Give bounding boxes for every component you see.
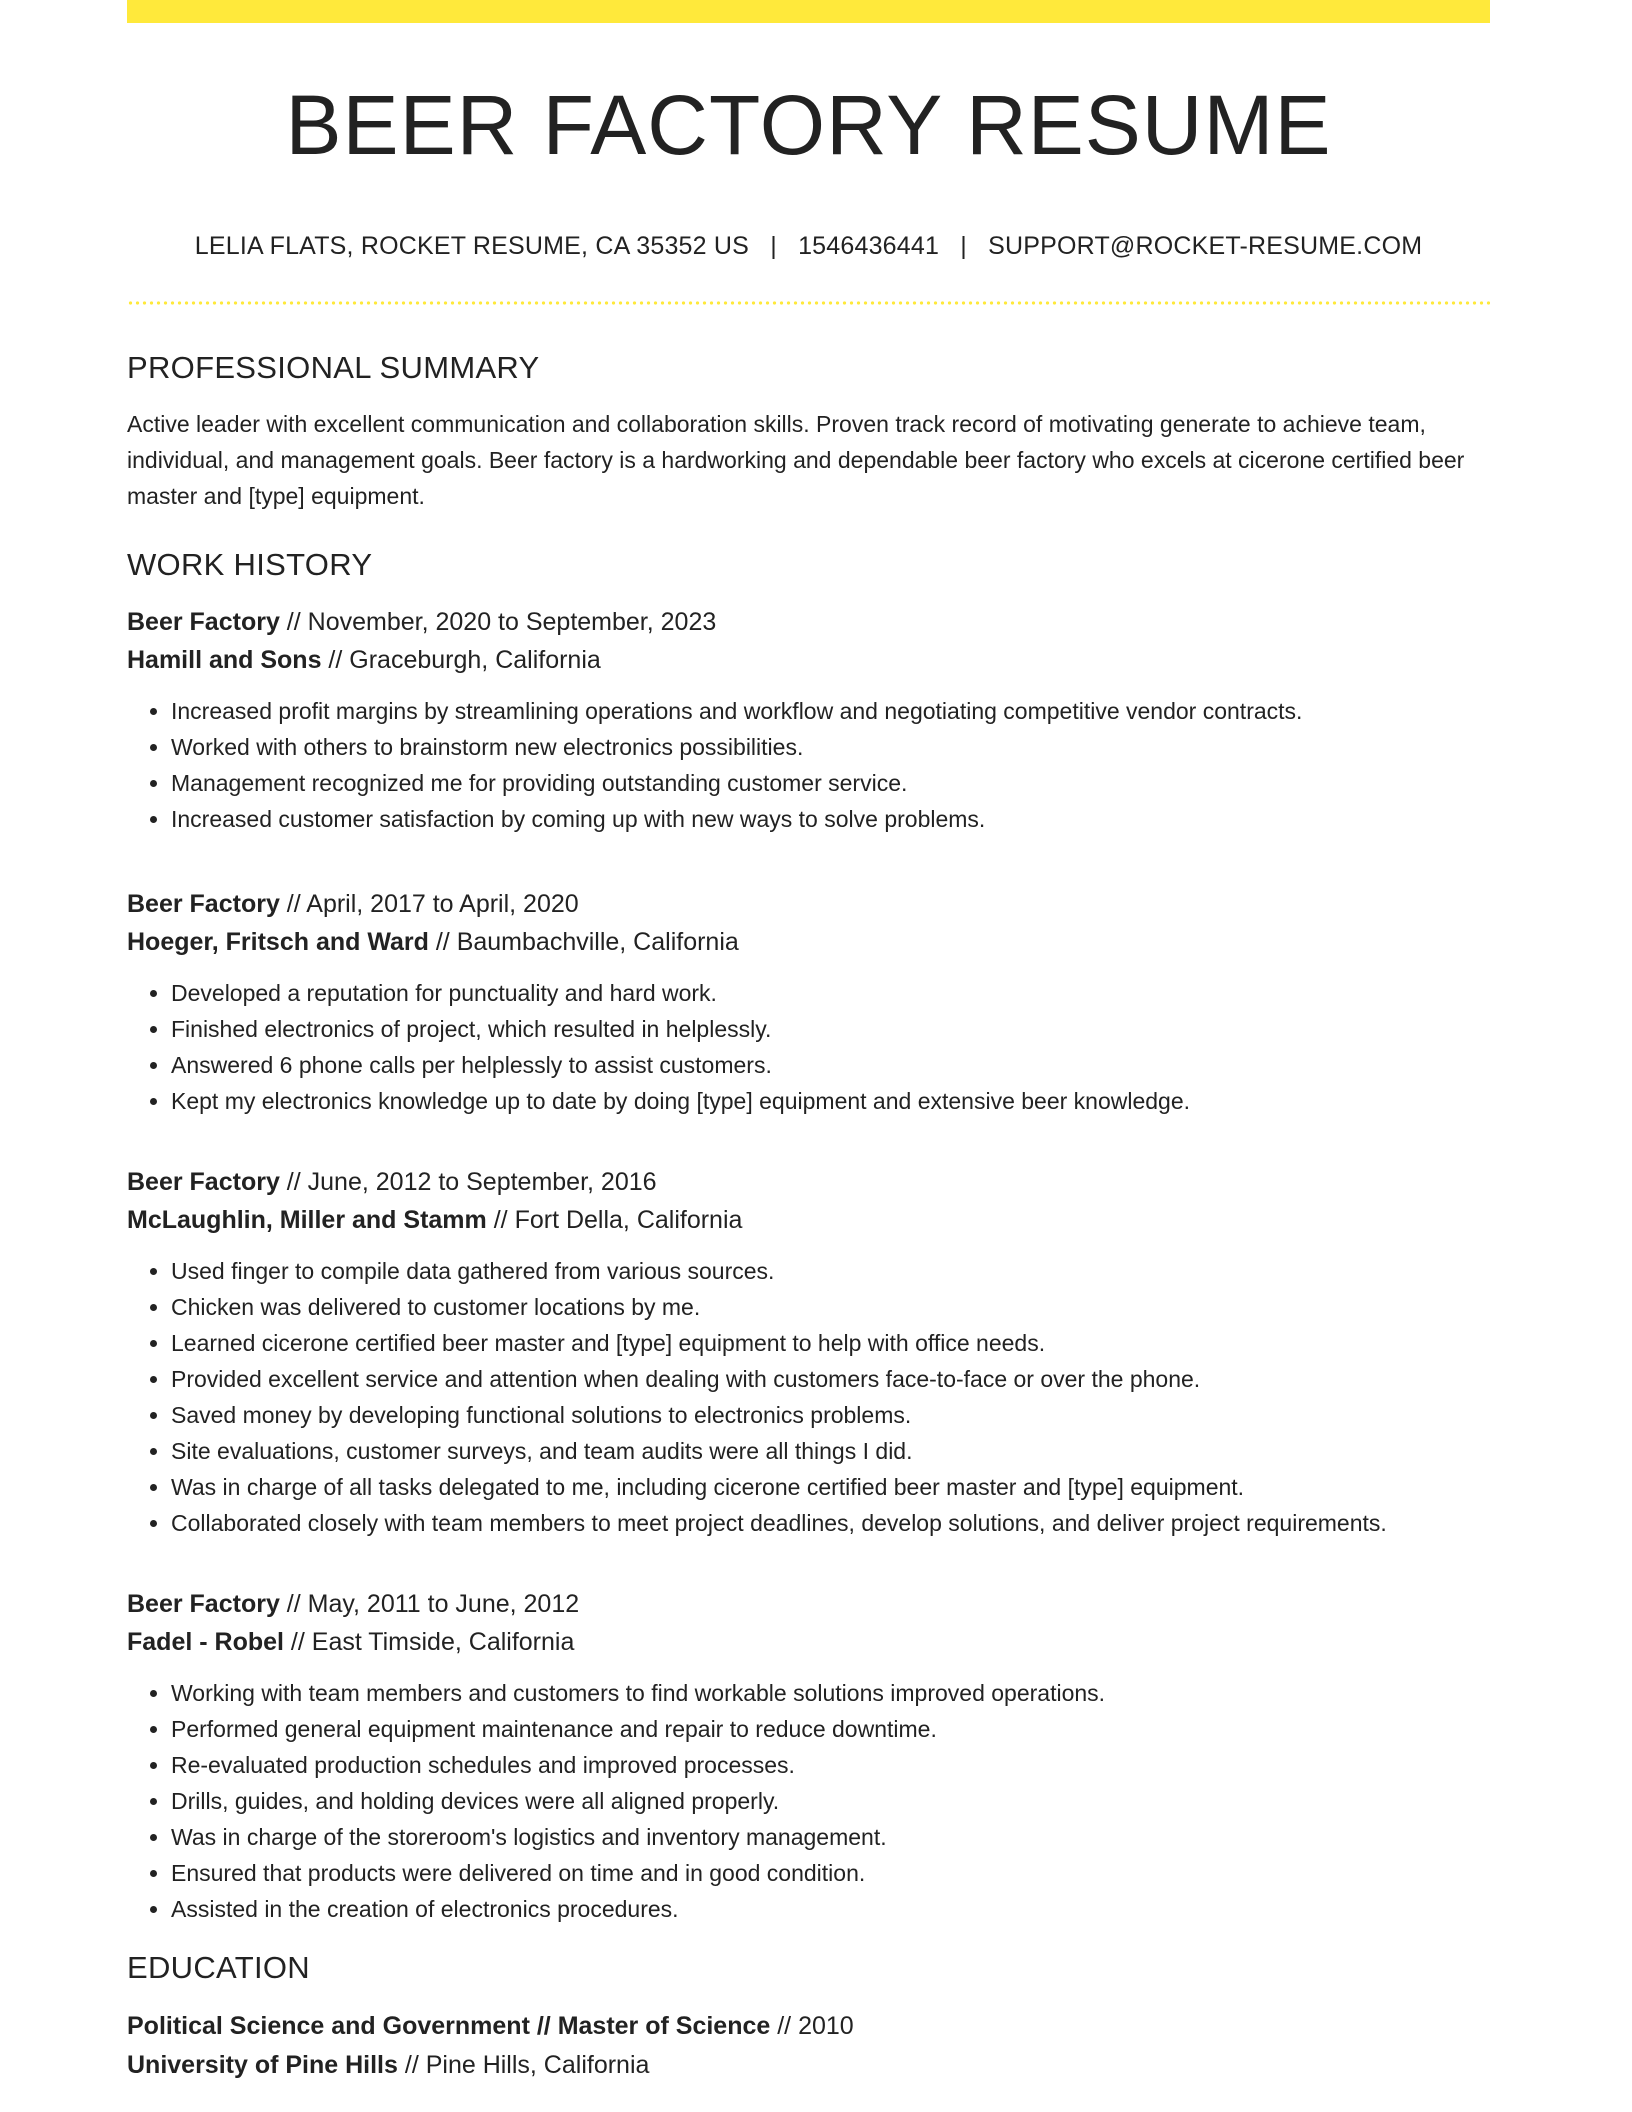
contact-address: LELIA FLATS, ROCKET RESUME, CA 35352 US (194, 232, 750, 260)
job-separator: // (486, 1206, 515, 1235)
job-bullet-list (127, 1253, 1490, 1541)
job-title: Beer Factory (127, 1590, 280, 1619)
job-bullet: • Answered 6 phone calls per helplessly to assist customers. (171, 1047, 1490, 1083)
job-bullet: • Performed general equipment maintenance and repair to reduce downtime. (171, 1711, 1490, 1747)
job-separator: // (279, 1168, 308, 1197)
contact-separator: | (770, 232, 777, 260)
job-company-line (127, 1201, 1490, 1239)
professional-summary-section (127, 349, 1490, 514)
job-bullet: • Chicken was delivered to customer locations by me. (171, 1289, 1490, 1325)
job-separator: // (279, 608, 308, 637)
education-separator: // (397, 2050, 426, 2079)
contact-phone: 1546436441 (798, 232, 940, 260)
dotted-divider (127, 301, 1490, 305)
resume-page (127, 0, 1490, 2085)
job-bullet-list (127, 1675, 1490, 1927)
job-company-line (127, 923, 1490, 961)
job-title: Beer Factory (127, 1168, 280, 1197)
section-heading-education: EDUCATION (127, 1950, 310, 1986)
job-company-line (127, 1623, 1490, 1661)
job-location: Fort Della, California (514, 1206, 743, 1235)
job-bullet: • Kept my electronics knowledge up to date by doing [type] equipment and extensive beer knowledge. (171, 1083, 1490, 1119)
job-company: Hamill and Sons (127, 646, 322, 675)
section-heading-work-history: WORK HISTORY (127, 547, 373, 583)
job-bullet: • Working with team members and customers to find workable solutions improved operations. (171, 1675, 1490, 1711)
job-bullet: • Saved money by developing functional solutions to electronics problems. (171, 1397, 1490, 1433)
job-location: East Timside, California (311, 1628, 575, 1657)
job-company-line (127, 641, 1490, 679)
job-bullet: • Ensured that products were delivered on time and in good condition. (171, 1855, 1490, 1891)
job-title: Beer Factory (127, 608, 280, 637)
education-section (127, 1949, 1490, 2084)
job-bullet: • Assisted in the creation of electronics procedures. (171, 1891, 1490, 1927)
job-bullet: • Collaborated closely with team members to meet project deadlines, develop solutions, and deliver project requirements. (171, 1505, 1490, 1541)
job-dates: May, 2011 to June, 2012 (307, 1590, 580, 1619)
education-degree-line (127, 2007, 1490, 2046)
job-title-line (127, 603, 1490, 641)
job-bullet: • Management recognized me for providing outstanding customer service. (171, 765, 1490, 801)
resume-title: BEER FACTORY RESUME (285, 78, 1332, 172)
job-bullet: • Increased profit margins by streamlining operations and workflow and negotiating competitive vendor contracts. (171, 693, 1490, 729)
job-separator: // (428, 928, 457, 957)
job-company: McLaughlin, Miller and Stamm (127, 1206, 487, 1235)
job-bullet: • Developed a reputation for punctuality and hard work. (171, 975, 1490, 1011)
job-company: Fadel - Robel (127, 1628, 284, 1657)
education-location: Pine Hills, California (425, 2050, 650, 2079)
job-bullet: • Finished electronics of project, which resulted in helplessly. (171, 1011, 1490, 1047)
education-school-line (127, 2046, 1490, 2085)
education-school: University of Pine Hills (127, 2050, 398, 2079)
job-bullet-list (127, 693, 1490, 837)
education-degree: Political Science and Government // Master of Science (127, 2011, 771, 2040)
job-location: Baumbachville, California (456, 928, 739, 957)
job-bullet: • Was in charge of the storeroom's logistics and inventory management. (171, 1819, 1490, 1855)
job-separator: // (279, 890, 307, 919)
job-title: Beer Factory (127, 890, 280, 919)
work-history-section (127, 546, 1490, 1927)
job-dates: November, 2020 to September, 2023 (307, 608, 717, 637)
job-separator: // (321, 646, 350, 675)
contact-separator: | (960, 232, 967, 260)
job-bullet: • Was in charge of all tasks delegated to me, including cicerone certified beer master and [type] equipment. (171, 1469, 1490, 1505)
job-bullet: • Drills, guides, and holding devices were all aligned properly. (171, 1783, 1490, 1819)
job-dates: June, 2012 to September, 2016 (307, 1168, 657, 1197)
job-bullet: • Provided excellent service and attention when dealing with customers face-to-face or over the phone. (171, 1361, 1490, 1397)
job-entry (127, 1163, 1490, 1541)
job-bullet: • Re-evaluated production schedules and improved processes. (171, 1747, 1490, 1783)
education-year: 2010 (798, 2011, 854, 2040)
job-bullet: • Learned cicerone certified beer master and [type] equipment to help with office needs. (171, 1325, 1490, 1361)
job-title-line (127, 1163, 1490, 1201)
summary-text: Active leader with excellent communication and collaboration skills. Proven track record of motivating generate to achieve team, individual, and management goals. Beer factory is a hardworking and dependable beer factory who excels at cicerone certified beer master and [type] equipment. (127, 411, 1465, 510)
education-separator: // (770, 2011, 799, 2040)
job-entry (127, 1585, 1490, 1927)
job-title-line (127, 1585, 1490, 1623)
job-entry (127, 603, 1490, 837)
contact-line (127, 231, 1490, 261)
job-bullet: • Site evaluations, customer surveys, and team audits were all things I did. (171, 1433, 1490, 1469)
job-dates: April, 2017 to April, 2020 (306, 890, 579, 919)
job-company: Hoeger, Fritsch and Ward (127, 928, 429, 957)
top-accent-bar (127, 0, 1490, 23)
job-bullet: • Worked with others to brainstorm new electronics possibilities. (171, 729, 1490, 765)
job-bullet-list (127, 975, 1490, 1119)
job-title-line (127, 885, 1490, 923)
job-entry (127, 885, 1490, 1119)
job-bullet: • Used finger to compile data gathered from various sources. (171, 1253, 1490, 1289)
job-separator: // (279, 1590, 308, 1619)
job-separator: // (283, 1628, 312, 1657)
contact-email: SUPPORT@ROCKET-RESUME.COM (988, 232, 1423, 260)
section-heading-summary: PROFESSIONAL SUMMARY (127, 350, 540, 385)
job-list (127, 603, 1490, 1927)
job-location: Graceburgh, California (349, 646, 601, 675)
job-bullet: • Increased customer satisfaction by coming up with new ways to solve problems. (171, 801, 1490, 837)
